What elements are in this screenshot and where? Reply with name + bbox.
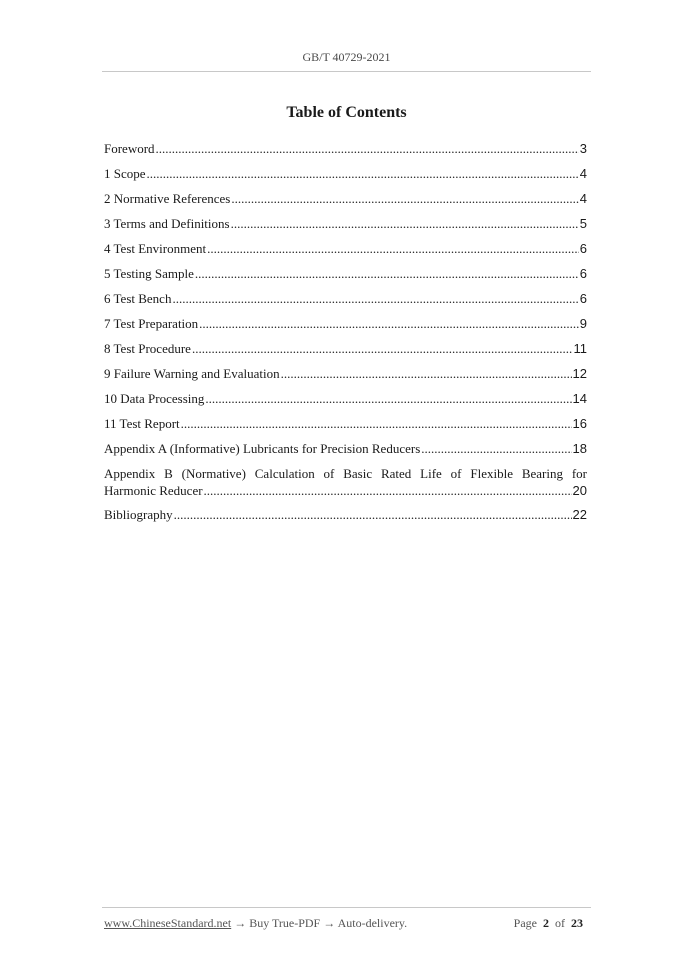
toc-leader-dots	[174, 506, 572, 523]
page-indicator: Page 2 of 23	[513, 916, 583, 930]
toc-entry[interactable]	[104, 415, 587, 440]
toc-leader-dots	[181, 415, 572, 432]
table-of-contents	[104, 140, 587, 531]
toc-entry-page: 22	[572, 507, 587, 522]
toc-entry[interactable]	[104, 190, 587, 215]
toc-leader-dots	[421, 440, 571, 457]
toc-entry-label: Foreword	[104, 141, 155, 156]
toc-entry-label: 8 Test Procedure	[104, 341, 191, 356]
buy-pdf-link[interactable]: Buy True-PDF	[249, 916, 321, 930]
toc-leader-dots	[195, 265, 579, 282]
toc-entry[interactable]	[104, 440, 587, 465]
toc-entry[interactable]	[104, 290, 587, 315]
toc-entry-page: 18	[572, 441, 587, 456]
website-link[interactable]: www.ChineseStandard.net	[104, 916, 232, 930]
toc-entry-page: 11	[573, 341, 587, 356]
toc-entry[interactable]	[104, 365, 587, 390]
page-title: Table of Contents	[286, 104, 407, 121]
toc-leader-dots	[205, 390, 571, 407]
toc-entry-page: 5	[579, 216, 587, 231]
toc-entry[interactable]	[104, 165, 587, 190]
toc-entry[interactable]	[104, 390, 587, 415]
toc-leader-dots	[207, 240, 579, 257]
toc-entry[interactable]	[104, 340, 587, 365]
toc-entry-label: 7 Test Preparation	[104, 316, 199, 331]
toc-leader-dots	[172, 290, 578, 307]
toc-entry-label: 3 Terms and Definitions	[104, 216, 230, 231]
toc-entry-page: 3	[579, 141, 587, 156]
toc-leader-dots	[204, 482, 572, 499]
toc-entry-page: 6	[579, 241, 587, 256]
toc-entry-label: 4 Test Environment	[104, 241, 207, 256]
footer-divider	[102, 907, 591, 908]
toc-entry[interactable]	[104, 315, 587, 340]
toc-leader-dots	[281, 365, 572, 382]
toc-entry-label: Bibliography	[104, 507, 173, 522]
toc-entry-label: 11 Test Report	[104, 416, 180, 431]
arrow-right-icon: →	[231, 916, 250, 930]
total-page-count: 23	[571, 916, 583, 930]
toc-entry-bibliography[interactable]	[104, 506, 587, 531]
toc-entry-page: 6	[579, 291, 587, 306]
header-divider	[102, 71, 591, 72]
toc-entry-appendix-b[interactable]	[104, 465, 587, 499]
toc-entry-label: 1 Scope	[104, 166, 146, 181]
toc-entry-page: 6	[579, 266, 587, 281]
toc-leader-dots	[231, 215, 579, 232]
toc-entry-page: 14	[572, 391, 587, 406]
toc-leader-dots	[231, 190, 578, 207]
arrow-right-icon: →	[320, 916, 338, 930]
toc-entry-label: 10 Data Processing	[104, 391, 205, 406]
toc-entry-page: 12	[572, 366, 587, 381]
toc-entry[interactable]	[104, 140, 587, 165]
current-page-number: 2	[543, 916, 549, 930]
running-header: GB/T 40729-2021	[302, 50, 391, 64]
toc-entry[interactable]	[104, 265, 587, 290]
toc-entry-label-line1: Appendix B (Normative) Calculation of Basic Rated Life of Flexible Bearing for	[104, 466, 587, 481]
toc-entry-page: 9	[579, 316, 587, 331]
toc-leader-dots	[147, 165, 579, 182]
toc-entry-page: 20	[572, 483, 587, 498]
toc-entry[interactable]	[104, 240, 587, 265]
auto-delivery-text: Auto-delivery.	[337, 916, 408, 930]
toc-entry-label: 2 Normative References	[104, 191, 231, 206]
toc-entry[interactable]	[104, 215, 587, 240]
toc-leader-dots	[199, 315, 579, 332]
toc-entry-label: 9 Failure Warning and Evaluation	[104, 366, 280, 381]
toc-leader-dots	[192, 340, 573, 357]
toc-leader-dots	[156, 140, 579, 157]
toc-entry-label: 5 Testing Sample	[104, 266, 194, 281]
toc-entry-label-line2: Harmonic Reducer	[104, 483, 203, 498]
toc-entry-label: Appendix A (Informative) Lubricants for Precision Reducers	[104, 441, 421, 456]
toc-entry-page: 16	[572, 416, 587, 431]
toc-entry-label: 6 Test Bench	[104, 291, 172, 306]
toc-entry-page: 4	[579, 166, 587, 181]
toc-entry-page: 4	[579, 191, 587, 206]
